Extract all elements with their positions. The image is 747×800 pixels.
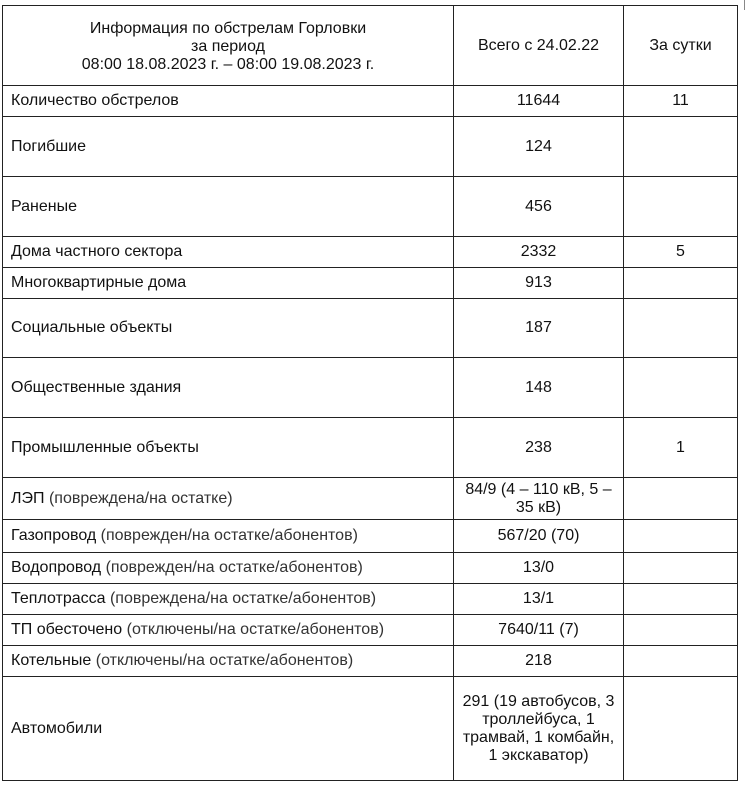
row-label: ТП обесточено: [11, 621, 123, 638]
row-label-cell: [3, 520, 454, 553]
column-header-total: Всего с 24.02.22: [454, 6, 624, 86]
table-row: [3, 615, 738, 646]
row-day: [624, 646, 738, 677]
column-header-day: За сутки: [624, 6, 738, 86]
row-label-cell: [3, 677, 454, 781]
row-label: Промышленные объекты: [11, 438, 199, 456]
row-day: [624, 677, 738, 781]
table-row: [3, 268, 738, 299]
table-row: [3, 584, 738, 615]
table-row: [3, 86, 738, 117]
row-day: [624, 520, 738, 553]
row-total: 148: [454, 358, 624, 418]
table-row: [3, 237, 738, 268]
shelling-stats-table: [2, 5, 738, 781]
row-label-cell: [3, 299, 454, 358]
row-label-cell: [3, 584, 454, 615]
row-day: [624, 553, 738, 584]
table-row: [3, 117, 738, 177]
row-label: Газопровод: [11, 527, 97, 544]
row-total: 567/20 (70): [454, 520, 624, 553]
row-note: (отключены/на остатке/абонентов): [122, 621, 385, 638]
page-edge-mark: [744, 0, 745, 10]
row-label-cell: [3, 646, 454, 677]
row-label-cell: [3, 553, 454, 584]
row-label-cell: [3, 86, 454, 117]
row-total: 238: [454, 418, 624, 478]
row-label: Автомобили: [11, 719, 103, 737]
row-day: [624, 615, 738, 646]
row-day: 11: [624, 86, 738, 117]
table-row: [3, 299, 738, 358]
row-day: [624, 177, 738, 237]
row-label-cell: [3, 615, 454, 646]
row-total: 187: [454, 299, 624, 358]
row-label: Дома частного сектора: [11, 243, 183, 260]
row-total: 124: [454, 117, 624, 177]
row-label-cell: [3, 177, 454, 237]
row-label: Котельные: [11, 652, 92, 669]
row-label-cell: [3, 478, 454, 520]
title-line-1: Информация по обстрелам Горловки: [89, 19, 367, 37]
row-day: [624, 117, 738, 177]
row-label: Общественные здания: [11, 378, 182, 396]
title-line-2: за период: [191, 37, 265, 55]
row-total: 11644: [454, 86, 624, 117]
table-row: [3, 677, 738, 781]
row-label: Погибшие: [11, 137, 87, 155]
row-label-cell: [3, 117, 454, 177]
table-row: [3, 177, 738, 237]
row-label-cell: [3, 268, 454, 299]
table-row: [3, 418, 738, 478]
table-row: [3, 520, 738, 553]
row-note: (поврежден/на остатке/абонентов): [96, 527, 358, 544]
row-total: 84/9 (4 – 110 кВ, 5 – 35 кВ): [454, 478, 624, 520]
row-day: 5: [624, 237, 738, 268]
row-day: [624, 268, 738, 299]
row-label-cell: [3, 237, 454, 268]
row-label-cell: [3, 358, 454, 418]
row-total: 7640/11 (7): [454, 615, 624, 646]
row-label: ЛЭП: [11, 489, 45, 507]
table-row: [3, 478, 738, 520]
row-day: [624, 478, 738, 520]
table-row: [3, 646, 738, 677]
row-day: [624, 299, 738, 358]
row-total: 13/1: [454, 584, 624, 615]
row-day: [624, 584, 738, 615]
row-label: Раненые: [11, 197, 78, 215]
row-label: Теплотрасса: [11, 590, 106, 607]
row-label: Социальные объекты: [11, 319, 173, 336]
row-day: [624, 358, 738, 418]
row-note: (повреждена/на остатке): [44, 489, 233, 507]
row-total: 291 (19 автобусов, 3 троллейбуса, 1 трамвай, 1 комбайн, 1 экскаватор): [454, 677, 624, 781]
table-row: [3, 358, 738, 418]
table-row: [3, 553, 738, 584]
table-header-row: [3, 6, 738, 86]
row-total: 218: [454, 646, 624, 677]
row-note: (повреждена/на остатке/абонентов): [105, 590, 377, 607]
row-total: 13/0: [454, 553, 624, 584]
row-note: (поврежден/на остатке/абонентов): [101, 559, 363, 576]
row-label: Водопровод: [11, 559, 102, 576]
title-line-3: 08:00 18.08.2023 г. – 08:00 19.08.2023 г.: [81, 55, 375, 73]
row-day: 1: [624, 418, 738, 478]
row-note: (отключены/на остатке/абонентов): [91, 652, 354, 669]
row-total: 913: [454, 268, 624, 299]
table-title-cell: [3, 6, 454, 86]
row-label: Многоквартирные дома: [11, 274, 187, 291]
row-total: 456: [454, 177, 624, 237]
row-total: 2332: [454, 237, 624, 268]
row-label-cell: [3, 418, 454, 478]
row-label: Количество обстрелов: [11, 92, 179, 109]
